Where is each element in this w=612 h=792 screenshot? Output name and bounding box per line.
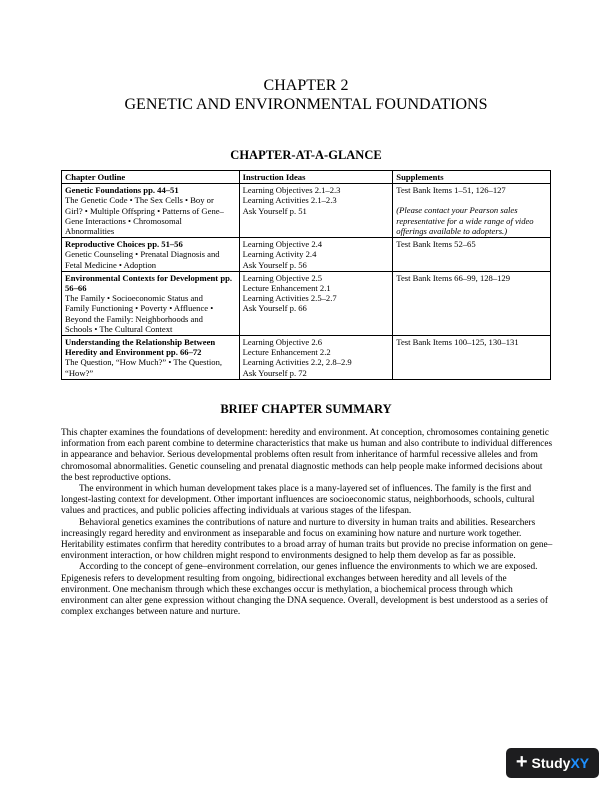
summary-heading: BRIEF CHAPTER SUMMARY bbox=[220, 402, 392, 416]
section-title: Environmental Contexts for Development pp. 56–66 bbox=[65, 272, 233, 294]
table-row bbox=[62, 238, 551, 272]
outline-cell bbox=[62, 238, 240, 272]
idea-item: Lecture Enhancement 2.1 bbox=[242, 283, 331, 294]
supplements-cell bbox=[393, 238, 551, 272]
badge-text-accent: XY bbox=[570, 755, 590, 771]
idea-item: Ask Yourself p. 51 bbox=[242, 205, 307, 216]
idea-item: Learning Activities 2.5–2.7 bbox=[242, 293, 337, 304]
outline-line: Family Functioning • Poverty • Affluence • bbox=[65, 303, 214, 314]
section-title: Understanding the Relationship Between Heredity and Environment pp. 66–72 bbox=[65, 337, 216, 358]
glance-heading: CHAPTER-AT-A-GLANCE bbox=[230, 148, 382, 162]
supplement-item: Test Bank Items 66–99, 128–129 bbox=[396, 272, 511, 283]
outline-line: The Family • Socioeconomic Status and bbox=[65, 293, 203, 304]
idea-item: Learning Activities 2.2, 2.8–2.9 bbox=[242, 357, 352, 368]
idea-item: Learning Activities 2.1–2.3 bbox=[242, 195, 337, 206]
section-title: Reproductive Choices pp. 51–56 bbox=[65, 239, 183, 250]
table-row bbox=[62, 271, 551, 335]
idea-item: Learning Objective 2.4 bbox=[242, 239, 323, 250]
supplements-cell bbox=[393, 336, 551, 380]
outline-line: Genetic Counseling • Prenatal Diagnosis and bbox=[65, 249, 220, 260]
outline-line: The Question, “How Much?” • The Question, bbox=[65, 357, 223, 368]
outline-line: The Genetic Code • The Sex Cells • Boy or bbox=[65, 195, 214, 206]
section-title: Genetic Foundations pp. 44–51 bbox=[65, 185, 179, 196]
column-header: Chapter Outline bbox=[62, 171, 240, 184]
outline-line: “How?” bbox=[65, 367, 94, 378]
idea-item: Ask Yourself p. 72 bbox=[242, 367, 307, 378]
chapter-summary bbox=[61, 428, 553, 618]
summary-paragraph: The environment in which human development takes place is a many-layered set of influences. The family is the first and longest-lasting context for development. Other important influences are socioeconomic status, neighborhoods, schools, cultural values and practices, and public policies affecting individuals at various stages of the lifespan. bbox=[61, 484, 535, 517]
ideas-cell bbox=[239, 336, 393, 380]
outline-line: Girl? • Multiple Offspring • Patterns of Gene– bbox=[65, 205, 224, 216]
column-header: Instruction Ideas bbox=[239, 171, 393, 184]
idea-item: Learning Objective 2.5 bbox=[242, 272, 323, 283]
ideas-cell bbox=[239, 238, 393, 272]
studyxy-badge[interactable] bbox=[506, 748, 599, 778]
chapter-at-a-glance-table bbox=[61, 170, 551, 380]
idea-item: Learning Activity 2.4 bbox=[242, 249, 317, 260]
outline-line: Beyond the Family: Neighborhoods and bbox=[65, 313, 203, 324]
summary-paragraph: According to the concept of gene–environment correlation, our genes influence the environments to which we are exposed. Epigenesis refers to development resulting from ongoing, bidirectional exchanges between heredity and all levels of the environment. One mechanism through which these exchanges occur is methylation, a biochemical process through which environment can alter gene expression without changing the DNA sequence. Overall, development is best understood as a series of complex exchanges between nature and nurture. bbox=[61, 562, 548, 618]
outline-line: Schools • The Cultural Context bbox=[65, 323, 173, 334]
supplement-item: Test Bank Items 52–65 bbox=[396, 239, 476, 250]
table-row bbox=[62, 184, 551, 238]
chapter-number: CHAPTER 2 bbox=[263, 77, 349, 94]
ideas-cell bbox=[239, 271, 393, 335]
idea-item: Learning Objective 2.6 bbox=[242, 337, 323, 348]
outline-line: Abnormalities bbox=[65, 226, 115, 237]
supplement-note: (Please contact your Pearson sales representative for a wide range of video offerings available to adopters.) bbox=[396, 205, 534, 236]
idea-item: Lecture Enhancement 2.2 bbox=[242, 347, 331, 358]
outline-line: Fetal Medicine • Adoption bbox=[65, 259, 157, 270]
supplement-item: Test Bank Items 1–51, 126–127 bbox=[396, 185, 506, 196]
table-row bbox=[62, 336, 551, 380]
idea-item: Ask Yourself p. 66 bbox=[242, 303, 307, 314]
summary-paragraph: Behavioral genetics examines the contributions of nature and nurture to diversity in human traits and abilities. Researchers increasingly regard heredity and environment as inseparable and focus on examining how nature and nurture work together. Heritability estimates confirm that heredity contributes to a broad array of human traits but provide no precise information on gene–environment interaction, or how children might respond to environments designed to help them develop as far as possible. bbox=[61, 517, 553, 562]
idea-item: Ask Yourself p. 56 bbox=[242, 259, 307, 270]
plus-icon: + bbox=[515, 750, 528, 773]
supplement-item: Test Bank Items 100–125, 130–131 bbox=[396, 337, 519, 348]
table-header-row bbox=[62, 171, 551, 184]
chapter-title: GENETIC AND ENVIRONMENTAL FOUNDATIONS bbox=[124, 96, 488, 113]
outline-cell bbox=[62, 271, 240, 335]
outline-cell bbox=[62, 184, 240, 238]
supplements-cell bbox=[393, 271, 551, 335]
ideas-cell bbox=[239, 184, 393, 238]
outline-line: Gene Interactions • Chromosomal bbox=[65, 215, 182, 226]
badge-label bbox=[532, 755, 590, 771]
summary-paragraph: This chapter examines the foundations of development: heredity and environment. At conception, chromosomes containing genetic information from each parent combine to determine characteristics that make us human and also contribute to individual differences in appearance and behavior. Serious developmental problems often result from inheritance of harmful recessive alleles and from chromosomal abnormalities. Genetic counseling and prenatal diagnostic methods can help people make informed decisions about the best reproductive options. bbox=[61, 428, 553, 483]
supplements-cell bbox=[393, 184, 551, 238]
outline-cell bbox=[62, 336, 240, 380]
idea-item: Learning Objectives 2.1–2.3 bbox=[242, 185, 341, 196]
column-header: Supplements bbox=[393, 171, 551, 184]
badge-text-main: Study bbox=[531, 755, 571, 771]
